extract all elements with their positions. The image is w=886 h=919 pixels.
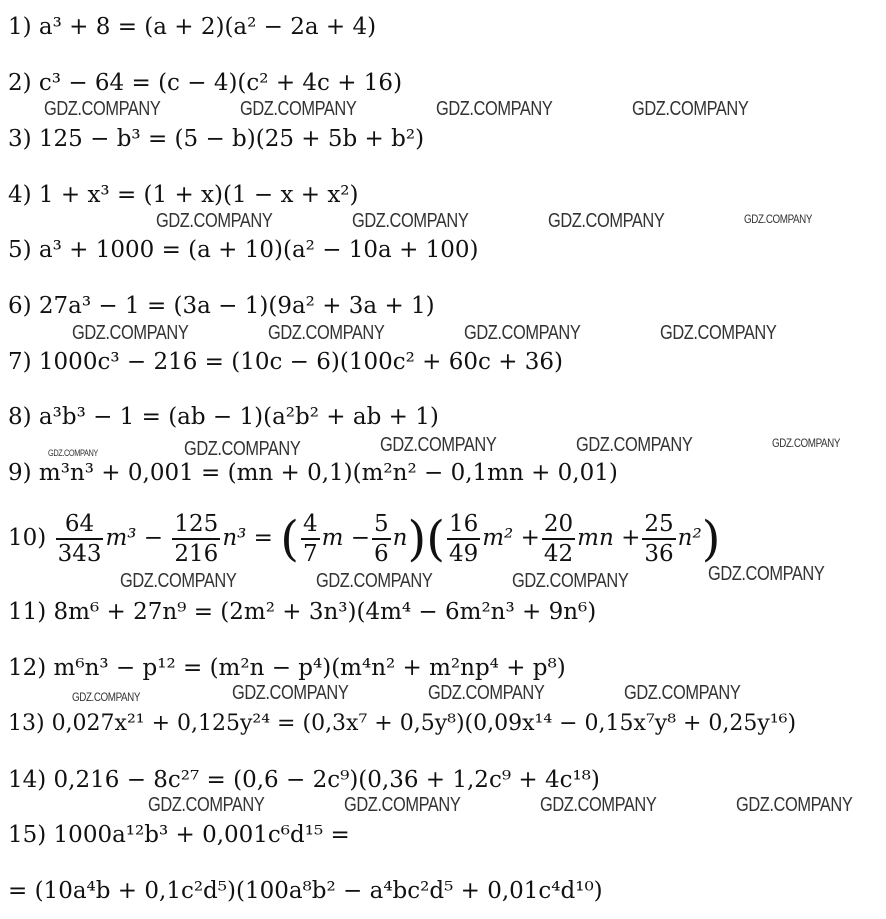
watermark: GDZ.COMPANY: [120, 570, 237, 592]
watermark: GDZ.COMPANY: [72, 322, 189, 344]
watermark: GDZ.COMPANY: [156, 210, 273, 232]
watermark: GDZ.COMPANY: [232, 682, 349, 704]
watermark: GDZ.COMPANY: [316, 570, 433, 592]
watermark: GDZ.COMPANY: [344, 794, 461, 816]
equation-11: 11) 8m⁶ + 27n⁹ = (2m² + 3n³)(4m⁴ − 6m²n³ + 9n⁶): [8, 599, 597, 625]
watermark: GDZ.COMPANY: [624, 682, 741, 704]
equation-8: 8) a³b³ − 1 = (ab − 1)(a²b² + ab + 1): [8, 404, 439, 430]
equation-10: 10) $\frac{64}{343}$ m³ − $\frac{125}{216}$ n³ = ( $\frac{4}{7}$ m − $\frac{5}{6}$ n)( $\frac{16}{49}$ m² + $\frac{20}{42}$ mn + $\frac{25}{36}$ n²): [8, 511, 721, 567]
watermark: GDZ.COMPANY: [44, 98, 161, 120]
watermark: GDZ.COMPANY: [72, 690, 141, 704]
watermark: GDZ.COMPANY: [48, 448, 98, 458]
equation-7: 7) 1000c³ − 216 = (10c − 6)(100c² + 60c + 36): [8, 349, 564, 375]
equation-12: 12) m⁶n³ − p¹² = (m²n − p⁴)(m⁴n² + m²np⁴ + p⁸): [8, 655, 566, 681]
equation-15: 15) 1000a¹²b³ + 0,001c⁶d¹⁵ =: [8, 822, 350, 848]
watermark: GDZ.COMPANY: [576, 434, 693, 456]
watermark: GDZ.COMPANY: [240, 98, 357, 120]
watermark: GDZ.COMPANY: [708, 563, 825, 585]
watermark: GDZ.COMPANY: [436, 98, 553, 120]
watermark: GDZ.COMPANY: [148, 794, 265, 816]
watermark: GDZ.COMPANY: [268, 322, 385, 344]
watermark: GDZ.COMPANY: [352, 210, 469, 232]
equation-5: 5) a³ + 1000 = (a + 10)(a² − 10a + 100): [8, 237, 479, 263]
equation-1: 1) a³ + 8 = (a + 2)(a² − 2a + 4): [8, 14, 377, 40]
watermark: GDZ.COMPANY: [464, 322, 581, 344]
watermark: GDZ.COMPANY: [512, 570, 629, 592]
watermark: GDZ.COMPANY: [660, 322, 777, 344]
equation-2: 2) c³ − 64 = (c − 4)(c² + 4c + 16): [8, 70, 403, 96]
equation-3: 3) 125 − b³ = (5 − b)(25 + 5b + b²): [8, 126, 425, 152]
equation-9: 9) m³n³ + 0,001 = (mn + 0,1)(m²n² − 0,1mn + 0,01): [8, 460, 618, 486]
watermark: GDZ.COMPANY: [744, 212, 813, 226]
equation-13: 13) 0,027x²¹ + 0,125y²⁴ = (0,3x⁷ + 0,5y⁸)(0,09x¹⁴ − 0,15x⁷y⁸ + 0,25y¹⁶): [8, 711, 797, 736]
watermark: GDZ.COMPANY: [540, 794, 657, 816]
watermark: GDZ.COMPANY: [184, 438, 301, 460]
watermark: GDZ.COMPANY: [632, 98, 749, 120]
equation-15-continued: = (10a⁴b + 0,1c²d⁵)(100a⁸b² − a⁴bc²d⁵ + 0,01c⁴d¹⁰): [8, 878, 603, 904]
watermark: GDZ.COMPANY: [380, 434, 497, 456]
equation-4: 4) 1 + x³ = (1 + x)(1 − x + x²): [8, 182, 359, 208]
watermark: GDZ.COMPANY: [428, 682, 545, 704]
equation-6: 6) 27a³ − 1 = (3a − 1)(9a² + 3a + 1): [8, 293, 435, 319]
watermark: GDZ.COMPANY: [772, 436, 841, 450]
watermark: GDZ.COMPANY: [548, 210, 665, 232]
watermark: GDZ.COMPANY: [736, 794, 853, 816]
equation-14: 14) 0,216 − 8c²⁷ = (0,6 − 2c⁹)(0,36 + 1,2c⁹ + 4c¹⁸): [8, 767, 600, 793]
